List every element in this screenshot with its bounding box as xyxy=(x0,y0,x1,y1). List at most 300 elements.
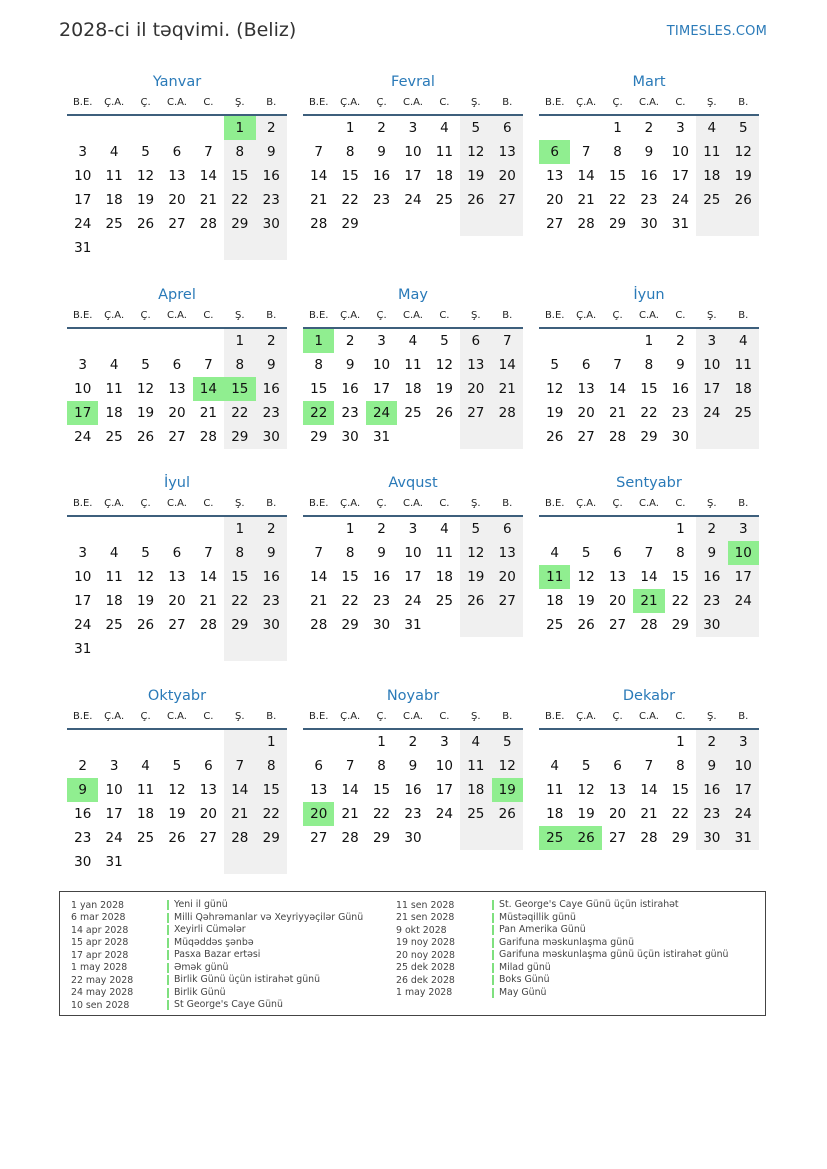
weekday-label: Ç. xyxy=(376,498,387,509)
day-cell: 12 xyxy=(168,782,186,798)
day-cell: 14 xyxy=(608,381,627,397)
day-cell: 13 xyxy=(492,541,523,565)
day-cell: 4 xyxy=(696,116,727,140)
legend-row xyxy=(385,924,729,937)
empty-day-cell xyxy=(130,637,161,661)
day-cell: 29 xyxy=(341,216,359,232)
month-name: Yanvar xyxy=(152,74,202,90)
day-cell: 6 xyxy=(613,758,622,774)
day-cell: 14 xyxy=(492,353,523,377)
day-cell: 28 xyxy=(640,617,658,633)
day-cell: 4 xyxy=(109,144,119,160)
empty-day-cell xyxy=(696,212,727,236)
holiday-day-cell: 25 xyxy=(539,826,570,850)
day-cell: 31 xyxy=(671,216,689,232)
day-cell: 5 xyxy=(141,357,150,373)
empty-day-cell xyxy=(130,850,161,874)
empty-day-cell xyxy=(224,236,255,260)
day-cell: 11 xyxy=(435,144,453,160)
day-cell: 7 xyxy=(644,758,654,774)
weekday-label: B. xyxy=(502,498,513,509)
legend-row xyxy=(385,962,729,975)
day-cell: 9 xyxy=(377,144,386,160)
day-cell: 18 xyxy=(728,377,759,401)
weekday-label: B. xyxy=(502,711,513,722)
day-cell: 5 xyxy=(581,545,591,561)
day-cell: 20 xyxy=(492,565,523,589)
month-name: Noyabr xyxy=(386,688,440,704)
day-cell: 26 xyxy=(728,188,759,212)
day-cell: 3 xyxy=(728,517,759,541)
day-cell: 31 xyxy=(105,854,123,870)
day-cell: 3 xyxy=(109,758,119,774)
weekday-label: C.A. xyxy=(166,498,187,509)
day-cell: 2 xyxy=(377,120,386,136)
day-cell: 18 xyxy=(105,593,123,609)
day-cell: 22 xyxy=(341,593,359,609)
day-cell: 30 xyxy=(256,212,287,236)
day-cell: 2 xyxy=(377,521,386,537)
empty-day-cell xyxy=(130,329,161,353)
day-cell: 16 xyxy=(671,381,689,397)
day-cell: 23 xyxy=(404,806,422,822)
day-cell: 20 xyxy=(168,593,186,609)
holiday-name: Pan Amerika Günü xyxy=(492,925,586,935)
weekday-label: Ç. xyxy=(376,310,387,321)
day-cell: 2 xyxy=(256,517,287,541)
month-calendar xyxy=(539,684,759,850)
day-cell: 17 xyxy=(74,192,92,208)
weekday-label: Ş. xyxy=(235,711,245,722)
weekday-label: C.A. xyxy=(402,97,423,108)
day-cell: 2 xyxy=(345,333,355,349)
holiday-name: Boks Günü xyxy=(492,975,550,985)
day-cell: 25 xyxy=(696,188,727,212)
day-cell: 11 xyxy=(105,381,123,397)
day-cell: 30 xyxy=(696,613,727,637)
month-calendar xyxy=(539,471,759,637)
empty-day-cell xyxy=(429,826,460,850)
weekday-label: B.E. xyxy=(72,97,93,108)
legend-row xyxy=(60,949,363,962)
weekday-label: Ç. xyxy=(612,310,623,321)
empty-day-cell xyxy=(193,730,224,754)
legend-row xyxy=(385,949,729,962)
day-cell: 24 xyxy=(728,589,759,613)
holiday-day-cell: 11 xyxy=(539,565,570,589)
day-cell: 28 xyxy=(199,429,217,445)
day-cell: 25 xyxy=(404,405,422,421)
day-cell: 29 xyxy=(224,425,255,449)
day-cell: 14 xyxy=(224,778,255,802)
day-cell: 8 xyxy=(224,541,255,565)
day-cell: 27 xyxy=(492,589,523,613)
day-cell: 23 xyxy=(256,188,287,212)
empty-day-cell xyxy=(570,730,601,754)
day-cell: 9 xyxy=(256,541,287,565)
holiday-date: 11 sen 2028 xyxy=(396,899,455,911)
empty-day-cell xyxy=(224,637,255,661)
weekday-label: Ç. xyxy=(612,97,623,108)
day-cell: 1 xyxy=(377,734,386,750)
month-name: Fevral xyxy=(391,74,435,90)
holiday-day-cell: 15 xyxy=(224,377,255,401)
legend-row xyxy=(60,899,363,912)
holiday-day-cell: 1 xyxy=(303,329,334,353)
weekday-label: B. xyxy=(502,310,513,321)
day-cell: 13 xyxy=(168,381,186,397)
day-cell: 14 xyxy=(199,569,217,585)
day-cell: 12 xyxy=(728,140,759,164)
weekday-label: C. xyxy=(675,310,686,321)
day-cell: 29 xyxy=(310,429,328,445)
month-calendar xyxy=(67,471,287,661)
day-cell: 27 xyxy=(546,216,564,232)
day-cell: 4 xyxy=(728,329,759,353)
empty-day-cell xyxy=(256,236,287,260)
day-cell: 9 xyxy=(256,353,287,377)
day-cell: 15 xyxy=(224,164,255,188)
day-cell: 15 xyxy=(671,782,689,798)
day-cell: 23 xyxy=(640,192,658,208)
day-cell: 13 xyxy=(608,782,627,798)
empty-day-cell xyxy=(303,116,334,140)
empty-day-cell xyxy=(602,730,633,754)
brand-link[interactable]: TIMESLES.COM xyxy=(666,24,767,39)
legend-row xyxy=(60,987,363,1000)
weekday-label: Ş. xyxy=(707,97,717,108)
day-grid xyxy=(539,730,759,850)
holiday-name: Birlik Günü xyxy=(167,988,226,998)
weekday-label: B.E. xyxy=(544,97,565,108)
weekday-label: B.E. xyxy=(544,310,565,321)
day-cell: 4 xyxy=(460,730,491,754)
weekday-label: C.A. xyxy=(402,310,423,321)
weekday-header xyxy=(303,307,523,329)
day-cell: 15 xyxy=(256,778,287,802)
weekday-header xyxy=(67,708,287,730)
holiday-name: Əmək günü xyxy=(167,963,228,973)
day-cell: 31 xyxy=(404,617,422,633)
empty-day-cell xyxy=(193,236,224,260)
month-name: May xyxy=(398,287,428,303)
day-cell: 19 xyxy=(546,405,564,421)
weekday-label: C. xyxy=(203,310,214,321)
day-cell: 22 xyxy=(224,188,255,212)
day-cell: 3 xyxy=(377,333,386,349)
empty-day-cell xyxy=(429,425,460,449)
day-cell: 12 xyxy=(460,541,491,565)
day-cell: 2 xyxy=(408,734,418,750)
day-cell: 24 xyxy=(74,216,92,232)
empty-day-cell xyxy=(161,236,192,260)
day-cell: 7 xyxy=(613,357,622,373)
day-cell: 22 xyxy=(671,806,689,822)
day-cell: 21 xyxy=(310,192,328,208)
day-cell: 5 xyxy=(141,545,150,561)
weekday-label: C. xyxy=(439,711,450,722)
day-cell: 13 xyxy=(168,569,186,585)
day-cell: 15 xyxy=(341,569,359,585)
empty-day-cell xyxy=(67,329,98,353)
weekday-label: C. xyxy=(675,711,686,722)
weekday-label: C. xyxy=(439,310,450,321)
day-cell: 27 xyxy=(492,188,523,212)
month-name: Mart xyxy=(632,74,666,90)
day-cell: 15 xyxy=(224,565,255,589)
day-cell: 23 xyxy=(696,589,727,613)
empty-day-cell xyxy=(633,730,664,754)
day-cell: 24 xyxy=(435,806,453,822)
weekday-header xyxy=(67,307,287,329)
weekday-label: B. xyxy=(266,310,277,321)
weekday-label: B.E. xyxy=(308,711,329,722)
empty-day-cell xyxy=(460,613,491,637)
weekday-label: C.A. xyxy=(166,97,187,108)
empty-day-cell xyxy=(539,730,570,754)
day-grid xyxy=(67,329,287,449)
weekday-label: B. xyxy=(266,498,277,509)
day-cell: 25 xyxy=(105,216,123,232)
weekday-label: Ç. xyxy=(612,711,623,722)
day-cell: 1 xyxy=(224,517,255,541)
weekday-label: B. xyxy=(738,310,749,321)
day-cell: 21 xyxy=(577,192,595,208)
empty-day-cell xyxy=(98,236,129,260)
holiday-date: 17 apr 2028 xyxy=(71,949,129,961)
day-cell: 31 xyxy=(74,240,92,256)
day-cell: 11 xyxy=(105,569,123,585)
holiday-date: 22 may 2028 xyxy=(71,974,134,986)
month-name: Sentyabr xyxy=(616,475,682,491)
holiday-date: 10 sen 2028 xyxy=(71,999,130,1011)
day-cell: 21 xyxy=(608,405,627,421)
weekday-label: C. xyxy=(675,498,686,509)
day-cell: 26 xyxy=(546,429,564,445)
day-cell: 13 xyxy=(546,168,564,184)
weekday-label: B.E. xyxy=(308,97,329,108)
day-cell: 16 xyxy=(74,806,92,822)
legend-row xyxy=(385,974,729,987)
day-cell: 26 xyxy=(577,617,595,633)
empty-day-cell xyxy=(67,517,98,541)
empty-day-cell xyxy=(161,637,192,661)
weekday-label: Ç. xyxy=(140,97,151,108)
weekday-header xyxy=(303,708,523,730)
day-cell: 15 xyxy=(671,569,689,585)
legend-row xyxy=(60,962,363,975)
day-cell: 13 xyxy=(608,569,627,585)
day-cell: 18 xyxy=(696,164,727,188)
day-cell: 9 xyxy=(696,541,727,565)
day-cell: 27 xyxy=(168,216,186,232)
empty-day-cell xyxy=(696,425,727,449)
empty-day-cell xyxy=(98,116,129,140)
day-cell: 20 xyxy=(492,164,523,188)
day-cell: 2 xyxy=(256,116,287,140)
day-cell: 7 xyxy=(581,144,591,160)
holiday-name: Garifuna məskunlaşma günü xyxy=(492,938,634,948)
weekday-header xyxy=(539,495,759,517)
weekday-label: C. xyxy=(439,498,450,509)
day-cell: 20 xyxy=(577,405,595,421)
day-cell: 9 xyxy=(696,754,727,778)
day-cell: 25 xyxy=(105,617,123,633)
day-cell: 15 xyxy=(310,381,328,397)
day-cell: 6 xyxy=(492,116,523,140)
day-cell: 13 xyxy=(460,353,491,377)
day-cell: 28 xyxy=(199,216,217,232)
weekday-label: Ş. xyxy=(235,310,245,321)
month-name: Aprel xyxy=(158,287,196,303)
day-cell: 22 xyxy=(372,806,391,822)
day-cell: 17 xyxy=(728,565,759,589)
day-cell: 1 xyxy=(676,734,685,750)
day-cell: 28 xyxy=(224,826,255,850)
empty-day-cell xyxy=(98,517,129,541)
holiday-date: 15 apr 2028 xyxy=(71,937,129,949)
day-cell: 10 xyxy=(728,754,759,778)
day-cell: 23 xyxy=(372,192,391,208)
day-cell: 30 xyxy=(341,429,359,445)
day-cell: 8 xyxy=(676,545,685,561)
day-cell: 19 xyxy=(728,164,759,188)
day-cell: 16 xyxy=(696,778,727,802)
day-cell: 25 xyxy=(435,192,453,208)
day-cell: 6 xyxy=(581,357,591,373)
day-cell: 12 xyxy=(136,168,155,184)
day-cell: 6 xyxy=(613,545,622,561)
holiday-day-cell: 24 xyxy=(366,401,397,425)
empty-day-cell xyxy=(633,517,664,541)
day-grid xyxy=(539,329,759,449)
day-cell: 5 xyxy=(492,730,523,754)
day-cell: 21 xyxy=(341,806,359,822)
holiday-date: 1 may 2028 xyxy=(396,987,453,999)
day-cell: 30 xyxy=(372,617,391,633)
day-cell: 22 xyxy=(224,401,255,425)
empty-day-cell xyxy=(570,517,601,541)
day-cell: 10 xyxy=(74,168,92,184)
day-cell: 10 xyxy=(105,782,123,798)
day-cell: 12 xyxy=(460,140,491,164)
day-cell: 14 xyxy=(310,168,328,184)
day-cell: 7 xyxy=(644,545,654,561)
holiday-date: 14 apr 2028 xyxy=(71,924,129,936)
day-cell: 19 xyxy=(136,192,155,208)
weekday-label: B. xyxy=(738,498,749,509)
weekday-label: Ç. xyxy=(376,711,387,722)
day-cell: 9 xyxy=(345,357,355,373)
day-cell: 24 xyxy=(74,617,92,633)
day-cell: 22 xyxy=(224,589,255,613)
day-cell: 24 xyxy=(74,429,92,445)
holiday-date: 9 okt 2028 xyxy=(396,924,447,936)
day-cell: 3 xyxy=(676,120,685,136)
day-cell: 12 xyxy=(577,782,595,798)
empty-day-cell xyxy=(570,329,601,353)
day-cell: 25 xyxy=(460,802,491,826)
day-cell: 31 xyxy=(372,429,391,445)
day-cell: 4 xyxy=(440,120,449,136)
holiday-day-cell: 1 xyxy=(224,116,255,140)
day-cell: 20 xyxy=(460,377,491,401)
day-cell: 4 xyxy=(550,545,559,561)
legend-row xyxy=(385,987,729,1000)
weekday-header xyxy=(67,495,287,517)
weekday-label: Ş. xyxy=(707,310,717,321)
weekday-label: C. xyxy=(203,498,214,509)
empty-day-cell xyxy=(334,730,365,754)
month-calendar xyxy=(303,283,523,449)
empty-day-cell xyxy=(161,850,192,874)
day-cell: 1 xyxy=(345,120,355,136)
day-cell: 6 xyxy=(492,517,523,541)
empty-day-cell xyxy=(570,116,601,140)
weekday-label: Ç.A. xyxy=(340,711,361,722)
day-cell: 28 xyxy=(608,429,627,445)
day-cell: 21 xyxy=(224,802,255,826)
holiday-name: Müstəqillik günü xyxy=(492,913,576,923)
day-cell: 2 xyxy=(256,329,287,353)
day-cell: 26 xyxy=(168,830,186,846)
empty-day-cell xyxy=(161,730,192,754)
empty-day-cell xyxy=(728,613,759,637)
weekday-label: Ç. xyxy=(140,498,151,509)
day-cell: 27 xyxy=(168,617,186,633)
day-cell: 5 xyxy=(581,758,591,774)
day-cell: 19 xyxy=(460,565,491,589)
day-cell: 2 xyxy=(696,730,727,754)
day-cell: 26 xyxy=(136,216,155,232)
day-cell: 17 xyxy=(404,569,422,585)
day-cell: 8 xyxy=(314,357,323,373)
day-cell: 11 xyxy=(404,357,422,373)
holiday-date: 26 dek 2028 xyxy=(396,974,455,986)
weekday-label: Ç.A. xyxy=(340,97,361,108)
day-cell: 14 xyxy=(640,569,658,585)
day-cell: 4 xyxy=(408,333,418,349)
weekday-label: C.A. xyxy=(638,498,659,509)
day-cell: 17 xyxy=(696,377,727,401)
holiday-name: Xeyirli Cümələr xyxy=(167,925,246,935)
holiday-date: 21 sen 2028 xyxy=(396,912,455,924)
day-cell: 6 xyxy=(172,545,182,561)
day-cell: 14 xyxy=(341,782,359,798)
day-cell: 29 xyxy=(671,830,689,846)
empty-day-cell xyxy=(161,329,192,353)
day-cell: 27 xyxy=(460,401,491,425)
day-cell: 6 xyxy=(204,758,213,774)
weekday-label: C. xyxy=(203,711,214,722)
day-cell: 21 xyxy=(640,806,658,822)
day-cell: 19 xyxy=(460,164,491,188)
holiday-name: Yeni il günü xyxy=(167,900,228,910)
day-cell: 30 xyxy=(404,830,422,846)
weekday-label: Ş. xyxy=(471,310,481,321)
day-cell: 9 xyxy=(676,357,685,373)
weekday-label: Ç.A. xyxy=(340,310,361,321)
weekday-label: Ç. xyxy=(140,711,151,722)
day-cell: 17 xyxy=(435,782,453,798)
holiday-name: Pasxa Bazar ertəsi xyxy=(167,950,260,960)
day-cell: 29 xyxy=(224,212,255,236)
day-cell: 24 xyxy=(696,401,727,425)
month-calendar xyxy=(67,70,287,260)
day-cell: 4 xyxy=(109,357,119,373)
day-cell: 24 xyxy=(728,802,759,826)
day-cell: 10 xyxy=(404,545,422,561)
